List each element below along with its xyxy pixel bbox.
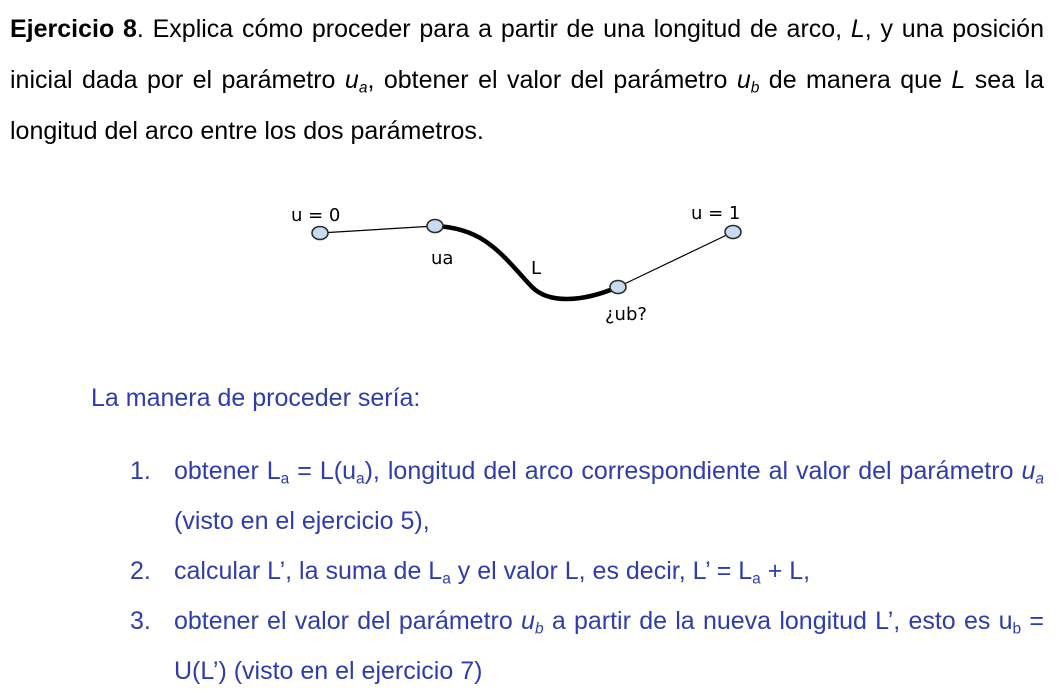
- point-u0: [312, 227, 328, 240]
- exercise-text: . Explica cómo proceder para a partir de una longitud de arco,: [136, 15, 851, 43]
- param-ub-var: [521, 607, 544, 638]
- label-ub: ¿ub?: [605, 304, 647, 325]
- param-ua-var: [344, 66, 368, 97]
- step-text: y el valor L, es decir, L’ = L: [450, 557, 753, 585]
- list-item: [130, 546, 1044, 596]
- param-u: u: [521, 607, 535, 635]
- step-sub: a: [355, 470, 365, 488]
- segment-end: [618, 232, 733, 287]
- arc-diagram: [280, 195, 760, 340]
- step-sub: b: [534, 620, 544, 638]
- steps-list: [130, 446, 1044, 696]
- point-u1: [725, 226, 741, 239]
- step-sub: a: [1035, 470, 1044, 488]
- step-number: 2.: [130, 557, 151, 585]
- list-item: [130, 446, 1044, 546]
- exercise-statement: [10, 4, 1044, 157]
- arc-curve: [435, 226, 618, 299]
- step-number: 3.: [130, 607, 151, 635]
- step-text: obtener L: [174, 457, 281, 485]
- step-text: a partir de la nueva longitud L’, esto es u: [543, 607, 1013, 635]
- exercise-text: sea la longitud del arco entre los dos parámetros.: [10, 66, 1044, 145]
- arc-length-var: L: [951, 66, 966, 94]
- exercise-text: , y una posición inicial dada por el parámetro: [10, 15, 1044, 94]
- step-text: obtener el valor del parámetro: [174, 607, 522, 635]
- step-number: 1.: [130, 457, 151, 485]
- param-ua-var: [1021, 457, 1044, 488]
- point-ub: [610, 281, 626, 294]
- param-u: u: [1021, 457, 1036, 485]
- segment-start: [320, 226, 435, 233]
- answer-intro: La manera de proceder sería:: [91, 384, 421, 412]
- list-item: [130, 596, 1044, 696]
- label-u0: u = 0: [291, 205, 341, 226]
- step-sub: a: [442, 570, 451, 588]
- label-ua: ua: [431, 248, 454, 269]
- param-sub-b: b: [750, 79, 760, 97]
- step-text: = L(u: [289, 457, 356, 485]
- point-ua: [427, 220, 443, 233]
- arc-diagram-svg: [280, 195, 760, 340]
- step-text: calcular L’, la suma de L: [174, 557, 443, 585]
- param-sub-a: a: [358, 79, 368, 97]
- param-ub-var: [736, 66, 760, 97]
- step-text: + L,: [760, 557, 811, 585]
- param-u: u: [736, 66, 751, 94]
- step-text: = U(L’) (visto en el ejercicio 7): [174, 607, 1045, 685]
- exercise-text: de manera que: [759, 66, 952, 94]
- exercise-heading: Ejercicio 8: [10, 15, 137, 43]
- arc-length-var: L: [850, 15, 865, 43]
- step-sub: a: [752, 570, 761, 588]
- param-u: u: [344, 66, 359, 94]
- step-text: (visto en el ejercicio 5),: [174, 507, 430, 535]
- label-u1: u = 1: [691, 203, 741, 224]
- step-sub: b: [1012, 620, 1022, 638]
- step-text: ), longitud del arco correspondiente al valor del parámetro: [364, 457, 1022, 485]
- exercise-text: , obtener el valor del parámetro: [367, 66, 737, 94]
- label-arc-L: L: [531, 258, 542, 279]
- step-sub: a: [280, 470, 290, 488]
